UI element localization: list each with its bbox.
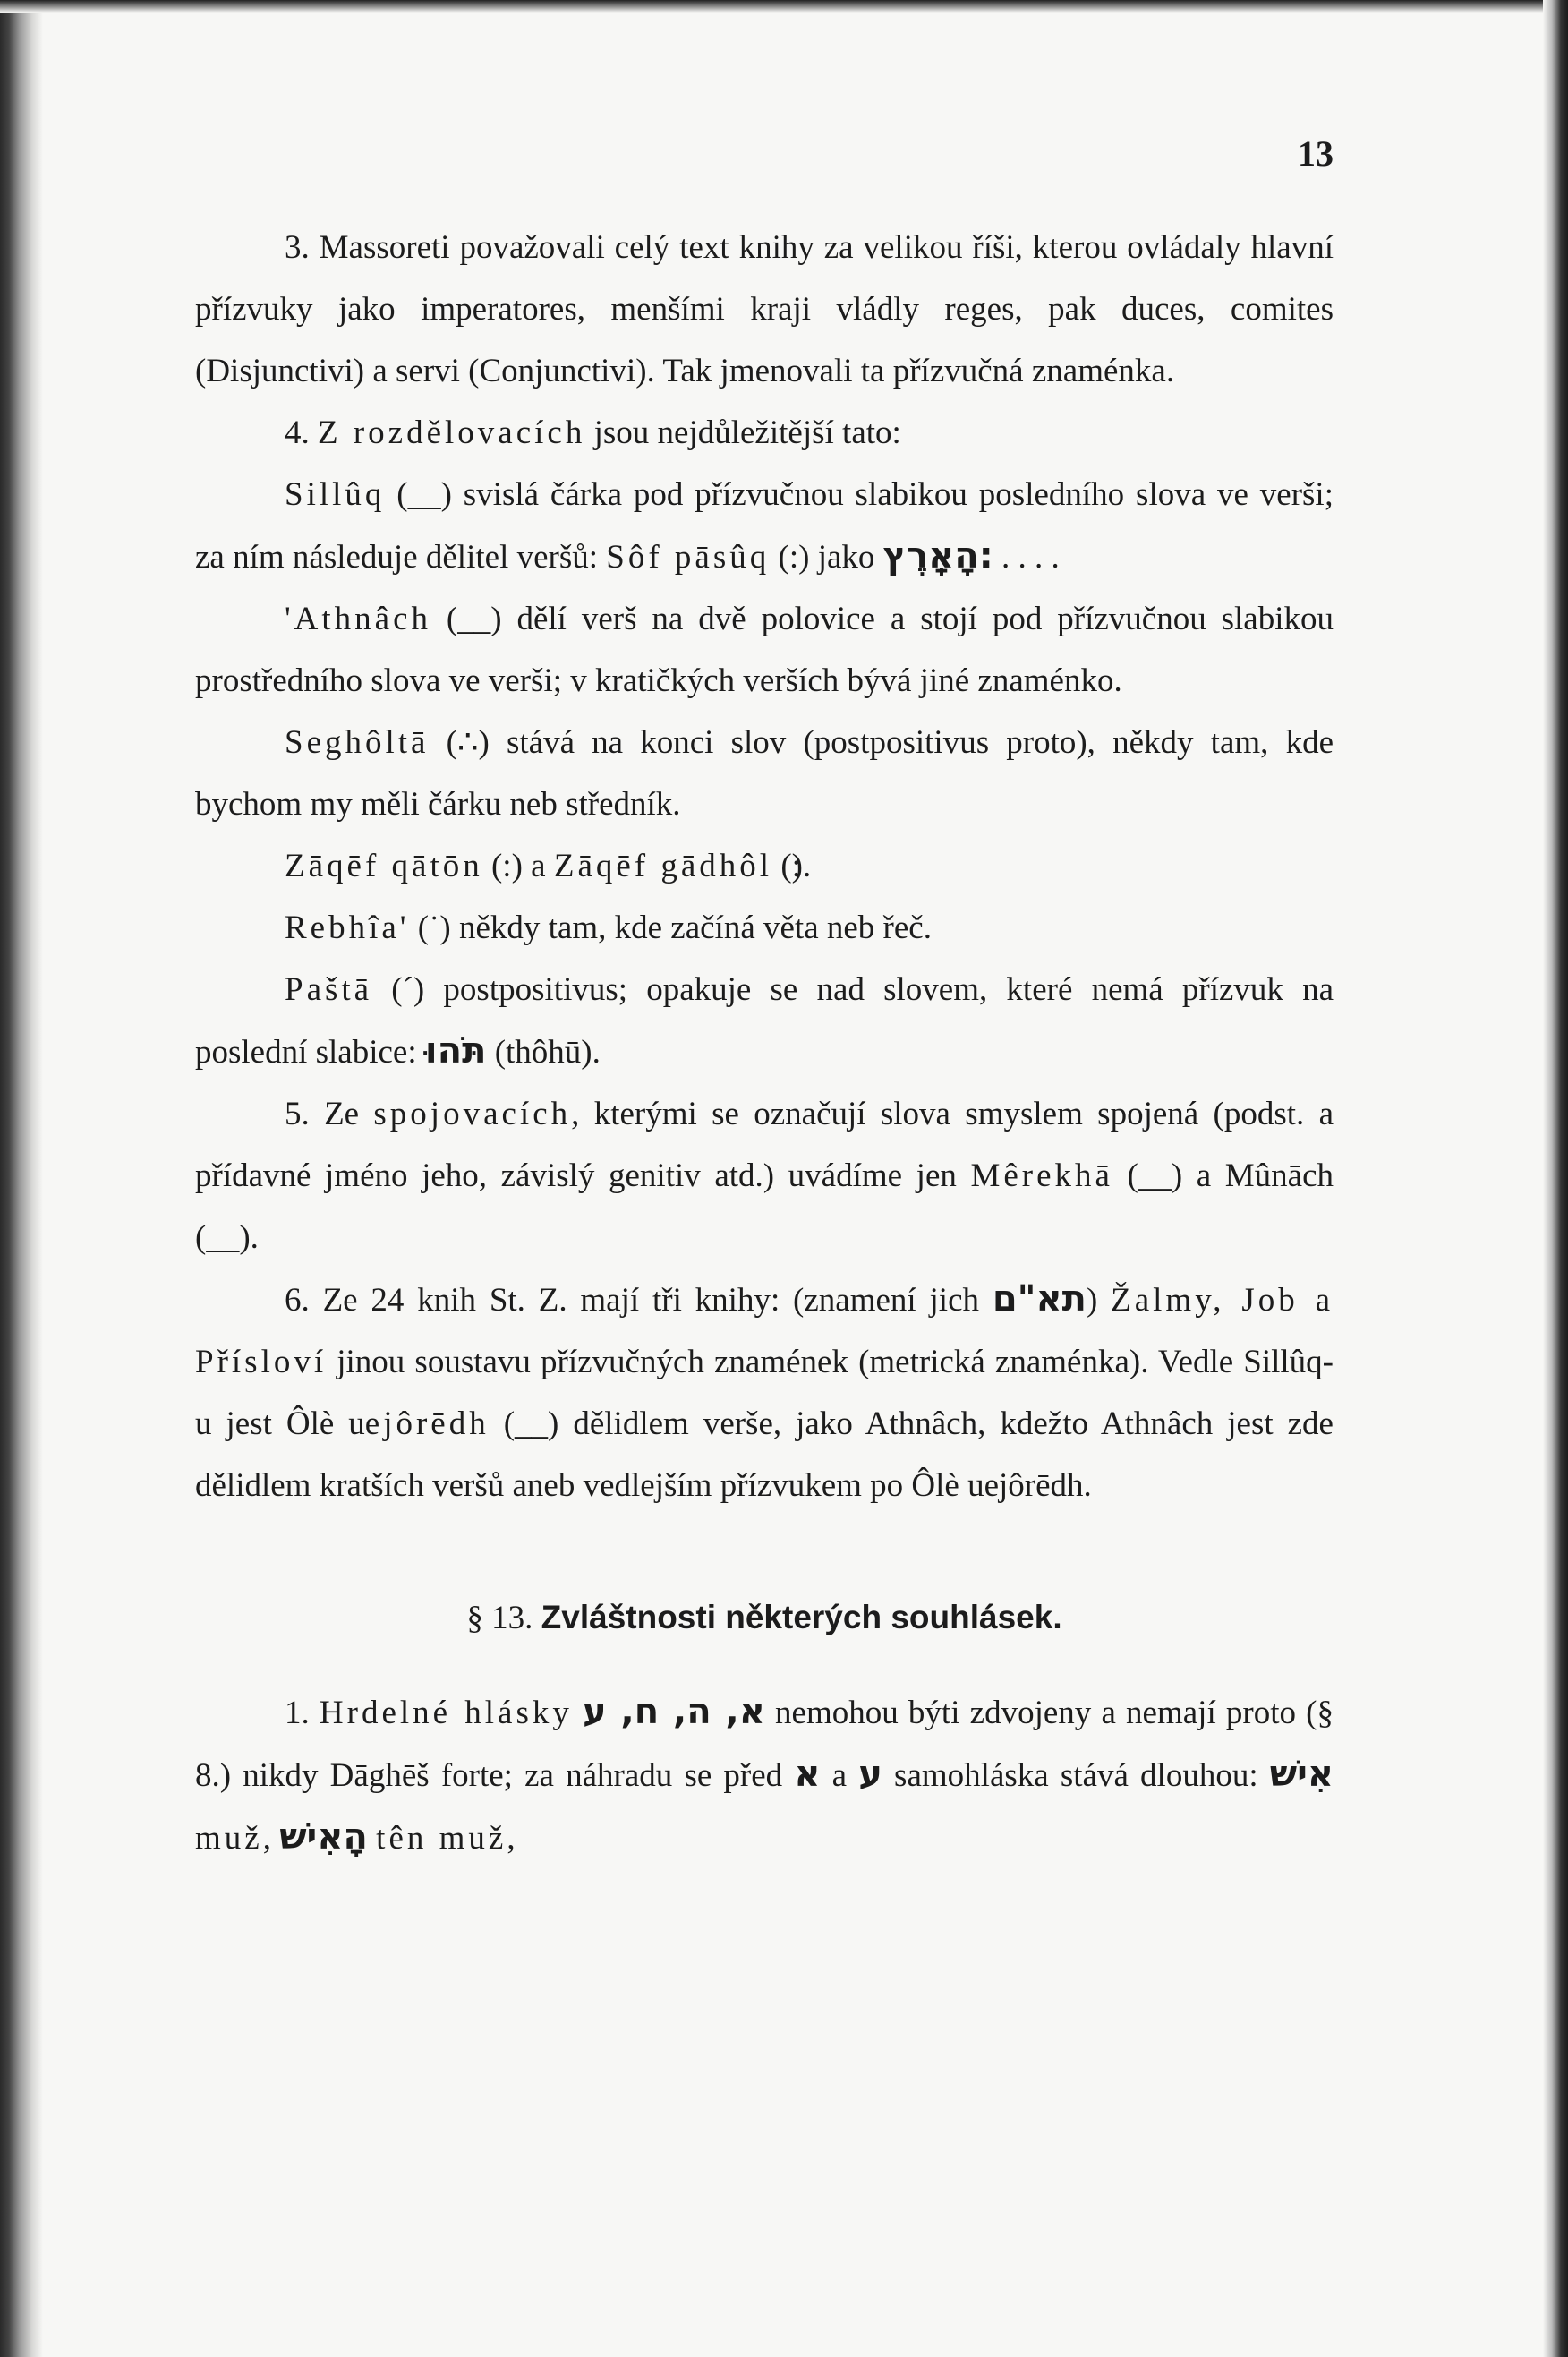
hebrew-word: א <box>794 1754 821 1795</box>
hebrew-word: תֹּהוּ <box>424 1030 487 1072</box>
paragraph <box>195 897 1334 959</box>
section-heading <box>195 1586 1334 1649</box>
paragraph <box>195 402 1334 464</box>
text-run: (__) a Mûnāch (__). <box>195 1157 1334 1256</box>
spaced-term: tên muž <box>376 1820 507 1857</box>
section-title: Zvláštnosti některých souhlásek. <box>541 1599 1062 1635</box>
text-run: ) <box>1086 1282 1112 1319</box>
paragraph <box>195 959 1334 1083</box>
hebrew-word: תא"ם <box>992 1278 1087 1319</box>
paragraph <box>195 588 1334 712</box>
text-run: (:) a <box>482 848 554 884</box>
text-run: 6. Ze 24 knih St. Z. mají tři knihy: (znamení jich <box>285 1282 993 1319</box>
scan-edge-right <box>1543 0 1568 2357</box>
text-run: jinou soustavu přízvučných znamének (metrická znaménka). Vedle Sillûq-u jest Ôlè u <box>195 1344 1334 1442</box>
spaced-term: spojovacích <box>373 1096 572 1132</box>
text-run: , <box>262 1820 280 1857</box>
hebrew-word: :הָאָֽרֶץ <box>882 535 993 576</box>
hebrew-word: ע <box>858 1754 882 1795</box>
paragraph <box>195 464 1334 588</box>
spaced-term: Seghôltā <box>285 724 430 761</box>
text-run: . . . . <box>993 539 1060 576</box>
text-run: (∴) stává na konci slov (postpositivus proto), někdy tam, kde bychom my měli čárku neb středník. <box>195 724 1334 823</box>
text-run: , kterými se označují slova smyslem spojená (podst. a přídavné jméno jeho, závislý genitiv atd.) uvádíme jen <box>195 1096 1334 1194</box>
text-run: a <box>820 1757 859 1794</box>
text-run: (´) postpositivus; opakuje se nad slovem, které nemá přízvuk na poslední slabice: <box>195 971 1334 1071</box>
page-number: 13 <box>1298 133 1334 174</box>
spaced-term: Zāqēf gādhôl <box>553 848 773 884</box>
text-run: 1. <box>285 1695 320 1731</box>
text-run: nemohou býti zdvojeny a nemají proto (§ 8.) nikdy Dāghēš forte; za náhradu se před <box>195 1695 1334 1794</box>
spaced-term: Z rozdělovacích <box>318 414 586 451</box>
spaced-term: muž <box>195 1820 263 1857</box>
spaced-term: 'Athnâch <box>285 601 432 637</box>
text-run: 3. Massoreti považovali celý text knihy za velikou říši, kterou ovládaly hlavní přízvuky jako imperatores, menšími kraji vládly reges, pak duces, comites (Disjunctivi) a servi (Conjunctivi). Tak jmenovali ta přízvučná znaménka. <box>195 229 1334 389</box>
text-run: samohláska stává dlouhou: <box>882 1757 1270 1794</box>
text-run <box>573 1695 583 1731</box>
paragraph <box>195 835 1334 897</box>
text-run <box>368 1820 376 1857</box>
book-page <box>195 116 1334 2283</box>
spaced-term: Sillûq <box>285 476 386 513</box>
spaced-term: Žalmy, Job a Přísloví <box>195 1282 1334 1380</box>
page-text <box>195 217 1334 1869</box>
text-run: (˙) někdy tam, kde začíná věta neb řeč. <box>409 909 932 946</box>
paragraph <box>195 1681 1334 1869</box>
spaced-term: Zāqēf qātōn <box>285 848 483 884</box>
paragraph <box>195 712 1334 835</box>
spaced-term: ejôrēdh <box>364 1405 490 1442</box>
paragraph <box>195 1083 1334 1268</box>
scan-edge-top <box>0 0 1568 13</box>
text-run: (__) svislá čárka pod přízvučnou slabikou posledního slova ve verši; za ním následuje dělitel veršů: <box>195 476 1334 576</box>
text-run: (:) jako <box>770 539 883 576</box>
paragraph <box>195 217 1334 402</box>
text-run: (thôhū). <box>486 1034 601 1071</box>
spaced-term: Rebhîa' <box>285 909 410 946</box>
text-run: 4. <box>285 414 318 451</box>
scan-edge-left <box>0 0 43 2357</box>
text-run: , <box>507 1820 516 1857</box>
spaced-term: Mêrekhā <box>970 1157 1113 1194</box>
hebrew-word: הָאִישׁ <box>279 1816 368 1857</box>
text-run: (__) dělidlem verše, jako Athnâch, kdežto Athnâch jest zde dělidlem kratších veršů aneb vedlejším přízvukem po Ôlè uejôrēdh. <box>195 1405 1334 1504</box>
text-run: jsou nejdůležitější tato: <box>585 414 901 451</box>
section-number: § 13. <box>466 1600 541 1636</box>
paragraph <box>195 1268 1334 1516</box>
hebrew-word: אִישׁ <box>1269 1754 1334 1795</box>
text-run: (׃). <box>780 848 812 884</box>
text-run: (__) dělí verš na dvě polovice a stojí pod přízvučnou slabikou prostředního slova ve verši; v kratičkých verších bývá jiné znaménko. <box>195 601 1334 699</box>
text-run: 5. Ze <box>285 1096 374 1132</box>
spaced-term: Sôf pāsûq <box>606 539 771 576</box>
hebrew-word: א, ה, ח, ע <box>583 1691 765 1732</box>
spaced-term: Hrdelné hlásky <box>319 1695 573 1731</box>
spaced-term: Paštā <box>285 971 373 1008</box>
